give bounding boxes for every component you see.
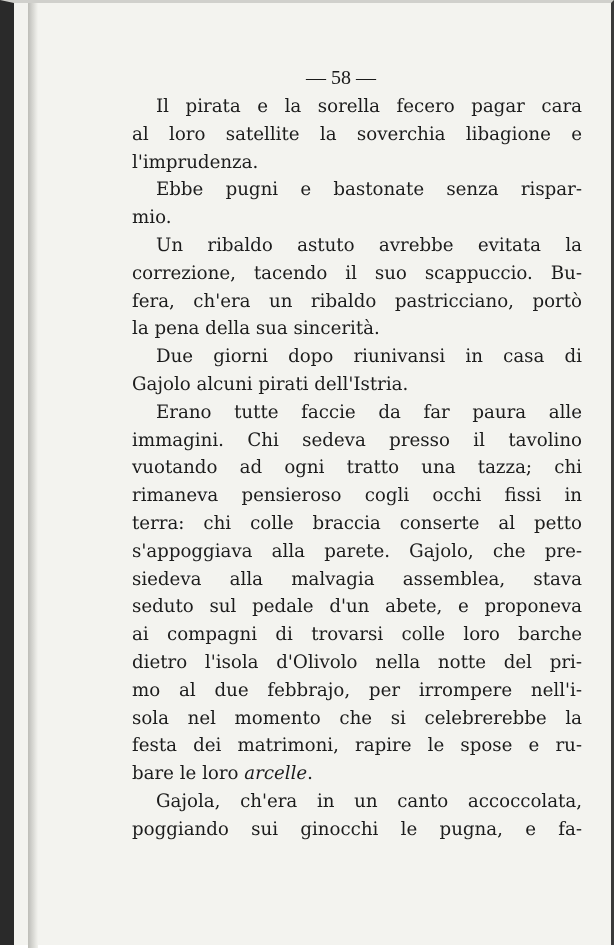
- text-line: s'appoggiava alla parete. Gajolo, che pre-: [132, 540, 582, 562]
- text-line: Il pirata e la sorella fecero pagar cara: [156, 96, 582, 117]
- text-segment: bare le loro: [132, 763, 245, 785]
- text-line: la pena della sua sincerità.: [132, 318, 380, 340]
- paragraph-5: [132, 399, 582, 788]
- text-line: festa dei matrimoni, rapire le spose e ru-: [132, 735, 582, 757]
- text-line: terra: chi colle braccia conserte al petto: [132, 512, 582, 534]
- text-line: Un ribaldo astuto avrebbe evitata la: [156, 234, 582, 256]
- text-line: sola nel momento che si celebrerebbe la: [132, 707, 582, 729]
- text-line: vuotando ad ogni tratto una tazza; chi: [132, 457, 582, 479]
- text-line: dietro l'isola d'Olivolo nella notte del pri-: [132, 651, 582, 673]
- paragraph-6: [132, 788, 582, 844]
- text-line: correzione, tacendo il suo scappuccio. Bu-: [132, 262, 582, 284]
- text-line: fera, ch'era un ribaldo pastricciano, portò: [132, 290, 582, 312]
- italic-word: arcelle: [244, 763, 308, 785]
- text-line: Gajolo alcuni pirati dell'Istria.: [132, 373, 409, 395]
- text-line: mio.: [132, 207, 172, 229]
- text-line: seduto sul pedale d'un abete, e proponeva: [132, 596, 582, 618]
- text-line: l'imprudenza.: [132, 151, 259, 173]
- paragraph-3: [132, 232, 582, 343]
- text-line: [132, 760, 582, 788]
- paragraph-1: [132, 93, 582, 176]
- text-line: Ebbe pugni e bastonate senza rispar-: [156, 179, 582, 201]
- text-line: rimaneva pensieroso cogli occhi fissi in: [132, 485, 582, 507]
- text-line: Due giorni dopo riunivansi in casa di: [156, 346, 582, 368]
- body-text: [132, 93, 582, 844]
- binding-shadow: [28, 3, 38, 948]
- text-line: poggiando sui ginocchi le pugna, e fa-: [132, 818, 582, 840]
- text-line: al loro satellite la soverchia libagione e: [132, 123, 582, 145]
- paragraph-2: [132, 176, 582, 232]
- text-line: ai compagni di trovarsi colle loro barche: [132, 624, 582, 646]
- text-line: immagini. Chi sedeva presso il tavolino: [132, 429, 582, 451]
- text-segment: .: [307, 763, 313, 785]
- paragraph-4: [132, 343, 582, 399]
- text-line: siedeva alla malvagia assemblea, stava: [132, 568, 582, 590]
- page-number: — 58 —: [306, 67, 376, 89]
- text-line: Gajola, ch'era in un canto accoccolata,: [156, 790, 582, 812]
- text-line: Erano tutte faccie da far paura alle: [156, 401, 582, 423]
- text-line: mo al due febbrajo, per irrompere nell'i-: [132, 679, 582, 701]
